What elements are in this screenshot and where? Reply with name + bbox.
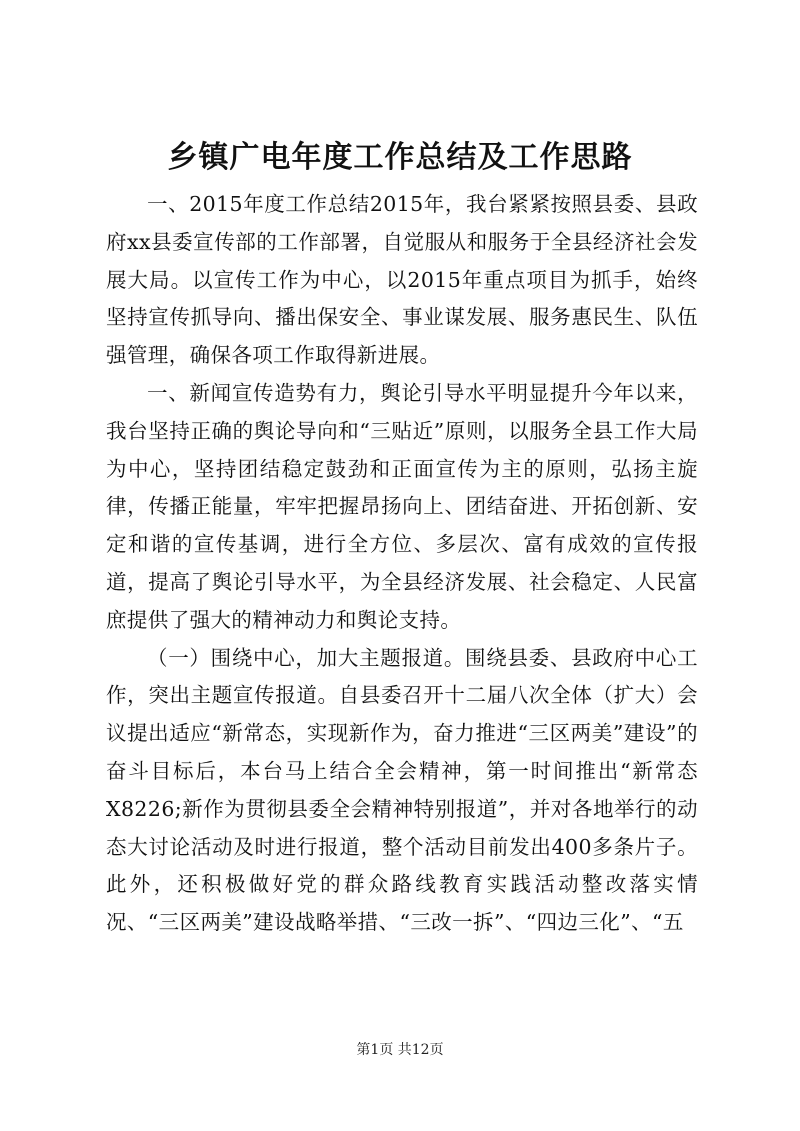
paragraph-news-publicity: 一、新闻宣传造势有力，舆论引导水平明显提升今年以来，我台坚持正确的舆论导向和“三贴近”原则，以服务全县工作大局为中心，坚持团结稳定鼓劲和正面宣传为主的原则，弘扬主旋律，传播正能量，牢牢把握昂扬向上、团结奋进、开拓创新、安定和谐的宣传基调，进行全方位、多层次、富有成效的宣传报道，提高了舆论引导水平，为全县经济发展、社会稳定、人民富庶提供了强大的精神动力和舆论支持。 bbox=[106, 380, 698, 632]
paragraph-theme-reporting: （一）围绕中心，加大主题报道。围绕县委、县政府中心工作，突出主题宣传报道。自县委召开十二届八次全体（扩大）会议提出适应“新常态，实现新作为，奋力推进“三区两美”建设”的奋斗目标后，本台马上结合全会精神，第一时间推出“新常态X8226;新作为贯彻县委全会精神特别报道”，并对各地举行的动态大讨论活动及时进行报道，整个活动目前发出400多条片子。此外，还积极做好党的群众路线教育实践活动整改落实情况、“三区两美”建设战略举措、“三改一拆”、“四边三化”、“五 bbox=[106, 645, 698, 935]
page-number-footer: 第1页 共12页 bbox=[356, 1042, 444, 1058]
document-title: 乡镇广电年度工作总结及工作思路 bbox=[167, 140, 633, 175]
paragraph-annual-summary: 一、2015年度工作总结2015年，我台紧紧按照县委、县政府xx县委宣传部的工作部署，自觉服从和服务于全县经济社会发展大局。以宣传工作为中心，以2015年重点项目为抓手，始终坚持宣传抓导向、播出保安全、事业谋发展、服务惠民生、队伍强管理，确保各项工作取得新进展。 bbox=[106, 192, 698, 368]
document-body bbox=[106, 186, 698, 942]
